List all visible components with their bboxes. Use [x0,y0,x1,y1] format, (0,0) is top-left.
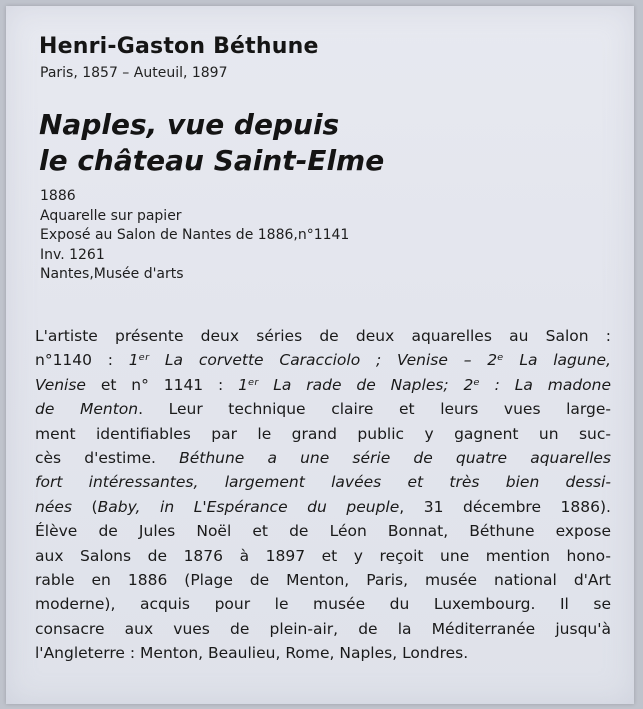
description-line: cès d'estime. Béthune a une série de quatre aquarelles [35,449,611,468]
description-line: n°1140 : 1ᵉʳ La corvette Caracciolo ; Venise – 2ᵉ La lagune, [35,351,611,370]
artwork-details [40,187,349,285]
artwork-medium: Aquarelle sur papier [40,207,182,224]
artwork-title [39,107,384,179]
description-line: Venise et n° 1141 : 1ᵉʳ La rade de Naples; 2ᵉ : La madone [35,375,611,394]
artist-lifespan: Paris, 1857 – Auteuil, 1897 [40,65,228,81]
artwork-inventory: Inv. 1261 [40,246,105,263]
artwork-description [35,324,611,666]
description-line: fort intéressantes, largement lavées et très bien dessi- [35,473,611,492]
description-line: moderne), acquis pour le musée du Luxembourg. Il se [35,595,611,614]
artwork-title-line-1: Naples, vue depuis [39,108,340,141]
description-line: L'artiste présente deux séries de deux aquarelles au Salon : [35,327,611,345]
description-line: rable en 1886 (Plage de Menton, Paris, musée national d'Art [35,571,611,590]
description-line: nées (Baby, in L'Espérance du peuple, 31 décembre 1886). [35,497,611,516]
description-line: aux Salons de 1876 à 1897 et y reçoit une mention hono- [35,546,611,565]
museum-label-card [6,6,634,704]
artwork-collection: Nantes,Musée d'arts [40,266,184,282]
artwork-exhibition: Exposé au Salon de Nantes de 1886,n°1141 [40,227,350,243]
description-line: de Menton. Leur technique claire et leurs vues large- [35,400,611,419]
description-line: l'Angleterre : Menton, Beaulieu, Rome, Naples, Londres. [35,644,469,663]
artwork-year: 1886 [40,188,76,204]
artist-name: Henri-Gaston Béthune [39,34,319,59]
description-line: consacre aux vues de plein-air, de la Méditerranée jusqu'à [35,619,611,638]
description-line: ment identifiables par le grand public y gagnent un suc- [35,424,611,443]
description-line: Élève de Jules Noël et de Léon Bonnat, Béthune expose [35,522,611,541]
artwork-title-line-2: le château Saint-Elme [39,144,385,177]
